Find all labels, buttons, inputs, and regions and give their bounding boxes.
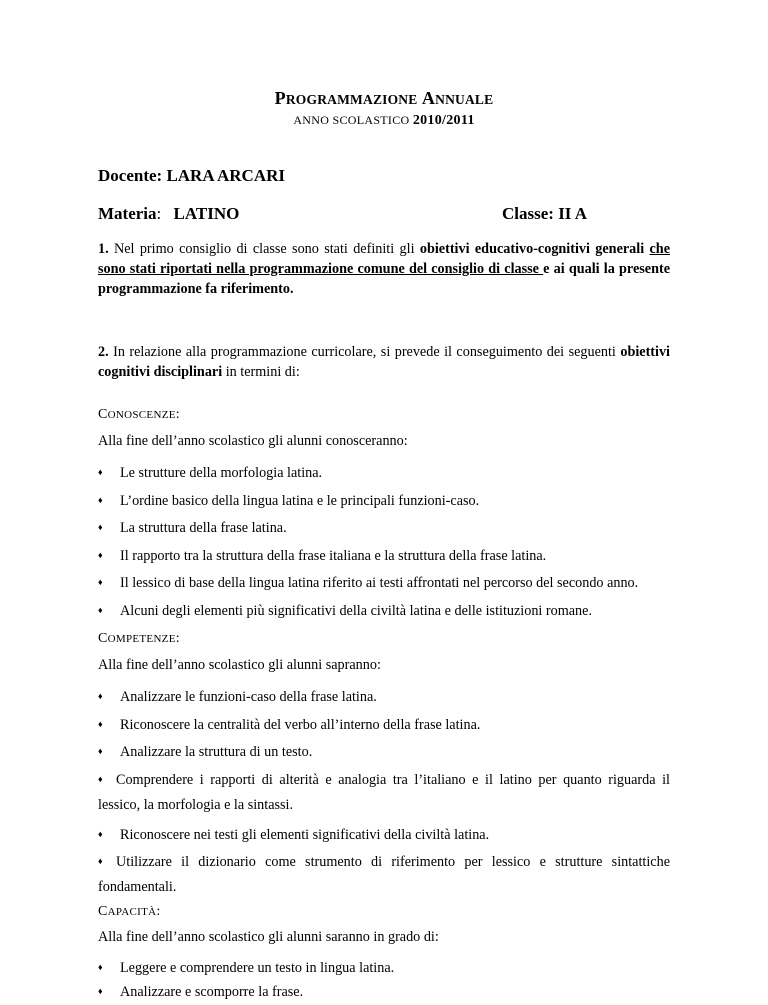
list-item: ♦ Analizzare e scomporre la frase. [98, 979, 303, 1005]
competenze-intro: Alla fine dell’anno scolastico gli alunni sapranno: [98, 657, 381, 673]
list-item: ♦ Riconoscere la centralità del verbo all’interno della frase latina. [98, 712, 480, 738]
section-heading-conoscenze: CONOSCENZE: [98, 407, 180, 422]
diamond-bullet-icon: ♦ [98, 962, 103, 972]
diamond-bullet-icon: ♦ [98, 856, 103, 866]
diamond-bullet-icon: ♦ [98, 691, 103, 701]
diamond-bullet-icon: ♦ [98, 550, 103, 560]
diamond-bullet-icon: ♦ [98, 774, 103, 784]
diamond-bullet-icon: ♦ [98, 522, 103, 532]
list-item: ♦ Comprendere i rapporti di alterità e analogia tra l’italiano e il latino per quanto riguarda il lessico, la morfologia e la sintassi. [98, 767, 670, 818]
class-line: Classe: II A [502, 204, 588, 223]
diamond-bullet-icon: ♦ [98, 719, 103, 729]
diamond-bullet-icon: ♦ [98, 495, 103, 505]
diamond-bullet-icon: ♦ [98, 986, 103, 996]
school-year: ANNO SCOLASTICO 2010/2011 [293, 113, 475, 128]
document-title: PROGRAMMAZIONE ANNUALE [274, 88, 494, 108]
list-item: ♦ Il rapporto tra la struttura della frase italiana e la struttura della frase latina. [98, 543, 546, 569]
section-heading-competenze: COMPETENZE: [98, 631, 180, 646]
list-item: ♦ Utilizzare il dizionario come strumento di riferimento per lessico e strutture sintattiche fondamentali. [98, 849, 670, 900]
diamond-bullet-icon: ♦ [98, 829, 103, 839]
teacher-line: Docente: LARA ARCARI [98, 166, 285, 185]
paragraph-objectives-disciplinary: 2. In relazione alla programmazione curricolare, si prevede il conseguimento dei seguenti obiettivi cognitivi disciplinari in termini di: [98, 344, 670, 380]
diamond-bullet-icon: ♦ [98, 605, 103, 615]
capacita-intro: Alla fine dell’anno scolastico gli alunni saranno in grado di: [98, 929, 439, 945]
list-item: ♦ La struttura della frase latina. [98, 515, 287, 541]
diamond-bullet-icon: ♦ [98, 746, 103, 756]
list-item: ♦ Analizzare la struttura di un testo. [98, 739, 312, 765]
list-item: ♦ Leggere e comprendere un testo in lingua latina. [98, 955, 394, 981]
diamond-bullet-icon: ♦ [98, 577, 103, 587]
list-item: ♦ Analizzare le funzioni-caso della frase latina. [98, 684, 377, 710]
section-heading-capacita: CAPACITÀ: [98, 904, 161, 919]
subject-line: Materia: LATINO [98, 204, 240, 223]
list-item: ♦ Il lessico di base della lingua latina riferito ai testi affrontati nel percorso del secondo anno. [98, 570, 638, 596]
list-item: ♦ L’ordine basico della lingua latina e le principali funzioni-caso. [98, 488, 479, 514]
list-item: ♦ Alcuni degli elementi più significativi della civiltà latina e delle istituzioni romane. [98, 598, 592, 624]
diamond-bullet-icon: ♦ [98, 467, 103, 477]
paragraph-objectives-general: 1. Nel primo consiglio di classe sono stati definiti gli obiettivi educativo-cognitivi generali che sono stati riportati nella programmazione comune del consiglio di classe e ai quali la presente programmazione fa riferimento. [98, 241, 670, 297]
list-item: ♦ Le strutture della morfologia latina. [98, 460, 322, 486]
list-item: ♦ Riconoscere nei testi gli elementi significativi della civiltà latina. [98, 822, 489, 848]
conoscenze-intro: Alla fine dell’anno scolastico gli alunni conosceranno: [98, 433, 408, 449]
